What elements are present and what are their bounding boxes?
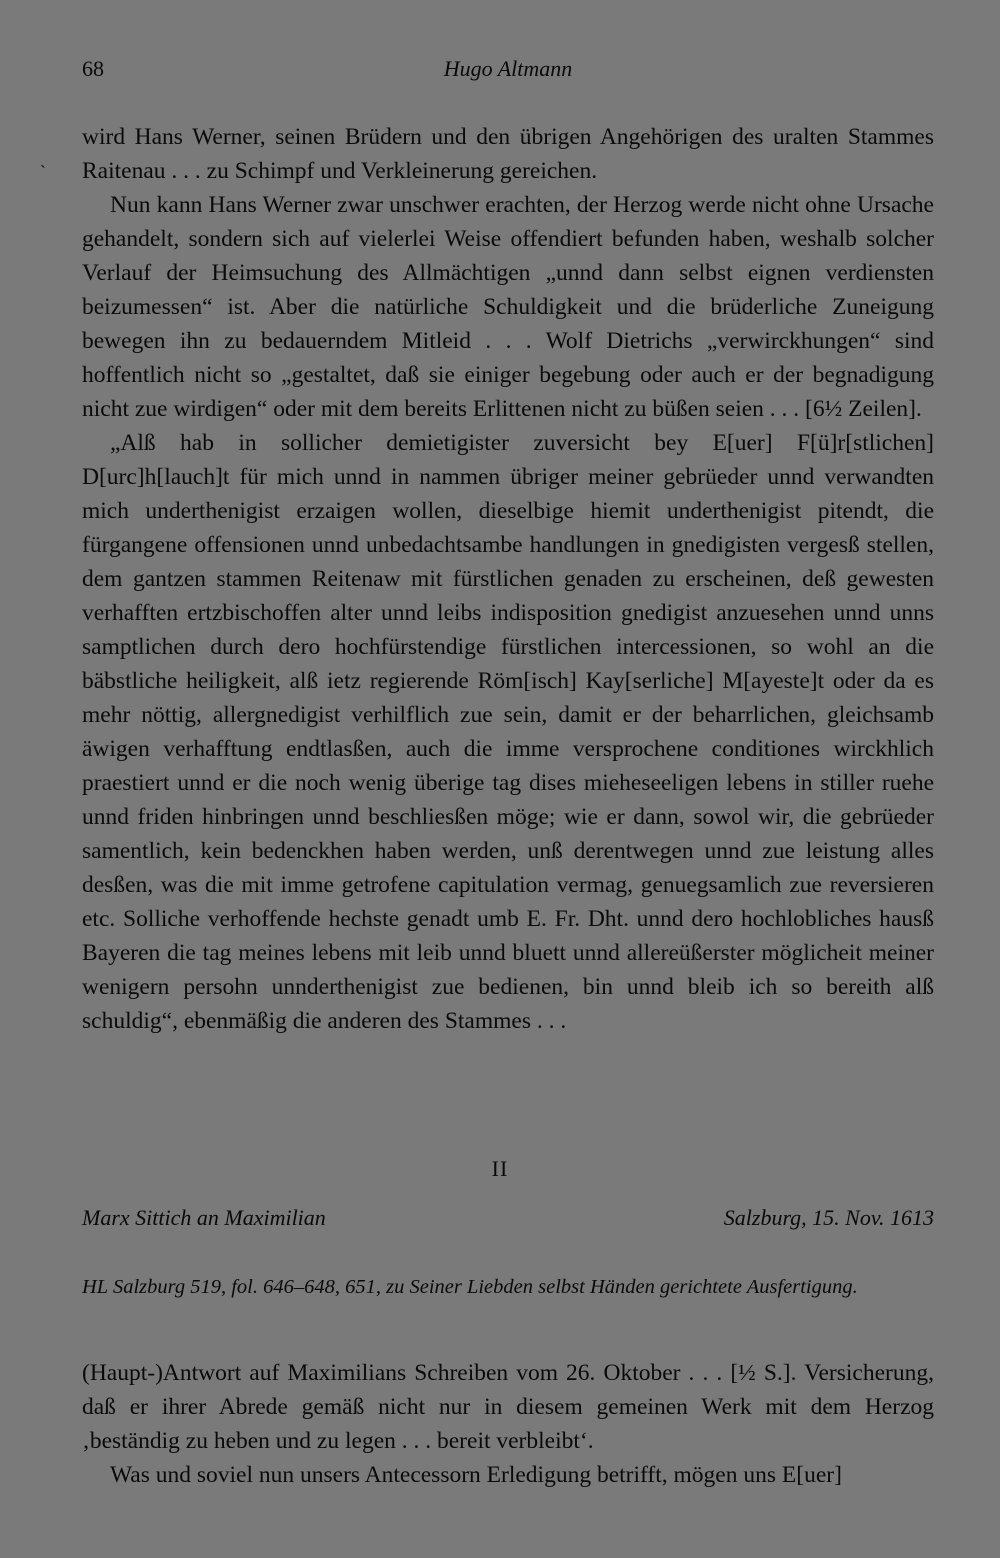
running-head bbox=[82, 56, 934, 86]
paragraph-summary: Nun kann Hans Werner zwar unschwer erachten, der Herzog werde nicht ohne Ursache gehandelt, sondern sich auf vielerlei Weise offendiert befunden haben, weshalb solcher Verlauf der Heimsuchung des Allmächtigen „unnd dann selbst eignen verdiensten beizumessen“ ist. Aber die natürliche Schuldigkeit und die brüderliche Zuneigung bewegen ihn zu bedauerndem Mitleid . . . Wolf Dietrichs „verwirckhungen“ sind hoffentlich nicht so „gestaltet, daß sie einiger begebung oder auch er der begnadigung nicht zue wirdigen“ oder mit dem bereits Erlittenen nicht zu büßen seien . . . [6½ Zeilen]. bbox=[82, 192, 934, 422]
second-text-block bbox=[82, 1356, 934, 1492]
document-header bbox=[82, 1205, 934, 1237]
document-place-date: Salzburg, 15. Nov. 1613 bbox=[723, 1205, 934, 1230]
section-numeral: II bbox=[491, 1156, 509, 1181]
paragraph-continuation: wird Hans Werner, seinen Brüdern und den übrigen Angehörigen des uralten Stammes Raitenau . . . zu Schimpf und Verkleinerung gereichen. bbox=[82, 124, 934, 184]
running-title: Hugo Altmann bbox=[443, 56, 573, 81]
stray-mark: ` bbox=[40, 162, 46, 182]
page-number: 68 bbox=[82, 56, 104, 81]
paragraph-answer: (Haupt-)Antwort auf Maximilians Schreiben vom 26. Oktober . . . [½ S.]. Versicherung, daß er ihrer Abrede gemäß nicht nur in diesem gemeinen Werk mit dem Herzog ‚beständig zu heben und zu legen . . . bereit verbleibt‘. bbox=[82, 1360, 934, 1454]
source-note: HL Salzburg 519, fol. 646–648, 651, zu Seiner Liebden selbst Händen gerichtete Ausfertigung. bbox=[82, 1276, 858, 1298]
document-sender: Marx Sittich an Maximilian bbox=[82, 1205, 326, 1230]
paragraph-quotation: „Alß hab in sollicher demietigister zuversicht bey E[uer] F[ü]r[stlichen] D[urc]h[lauch]t für mich unnd in nammen übriger meiner gebrüeder unnd verwandten mich underthenigist erzaigen wollen, dieselbige hiemit underthenigist pitendt, die fürgangene offensionen unnd unbedachtsambe handlungen in gnedigisten vergesß stellen, dem gantzen stammen Reitenaw mit fürstlichen genaden zu erscheinen, deß gewesten verhafften ertzbischoffen alter unnd leibs indisposition gnedigist anzuesehen unnd unns samptlichen durch dero hochfürstendige fürstlichen intercessionen, so wohl an die bäbstliche heiligkeit, alß ietz regierende Röm[isch] Kay[serliche] M[ayeste]t oder da es mehr nöttig, allergnedigist verhilflich zue sein, damit er der beharrlichen, gleichsamb äwigen verhafftung endtlasßen, auch die imme versprochene conditiones wirckhlich praestiert unnd er die noch wenig überige tag dises mieheseeligen lebens in stiller ruehe unnd friden hinbringen unnd beschliesßen möge; wie er dann, sowol wir, die gebrüeder samentlich, kein bedenckhen haben werden, unß derentwegen unnd zue leistung alles desßen, was die mit imme getrofene capitulation vermag, genuegsamlich zue reversieren etc. Solliche verhoffende hechste genadt umb E. Fr. Dht. unnd dero hochlobliches hausß Bayeren die tag meines lebens mit leib unnd bluett unnd allereüßerster möglicheit meiner wenigern persohn unnderthenigist zue bedienen, bin unnd bleib ich so bereith alß schuldig“, ebenmäßig die anderen des Stammes . . . bbox=[82, 430, 934, 1034]
main-text-block bbox=[82, 120, 934, 1038]
paragraph-continuing: Was und soviel nun unsers Antecessorn Erledigung betrifft, mögen uns E[uer] bbox=[110, 1462, 842, 1488]
